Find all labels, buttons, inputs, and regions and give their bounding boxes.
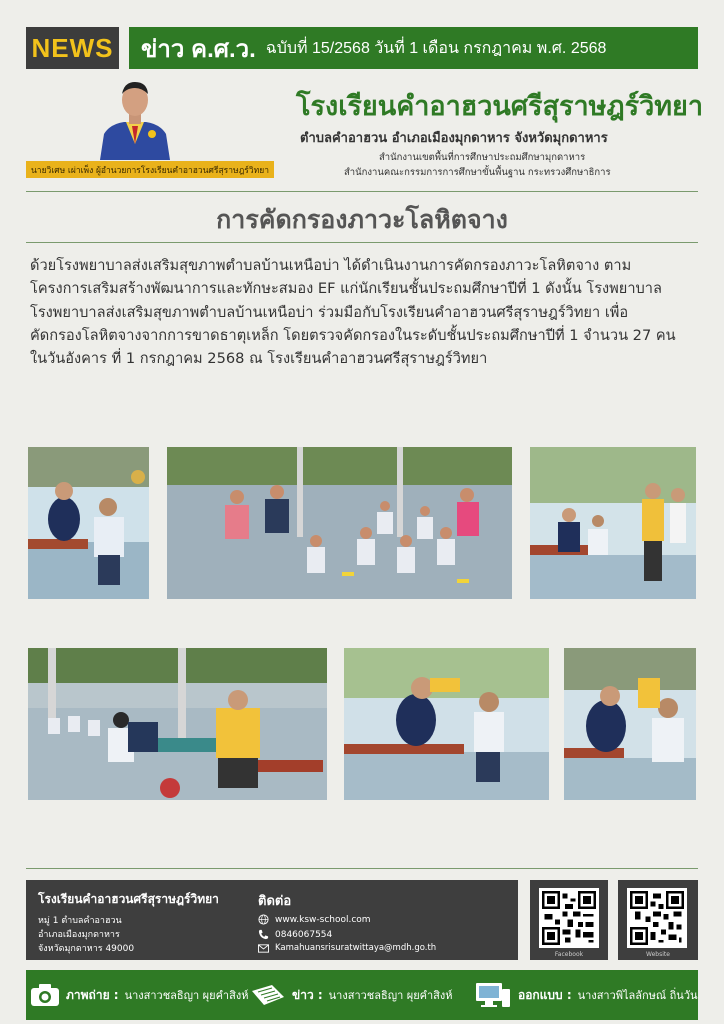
news-badge: NEWS <box>26 27 119 69</box>
qr-label-website: Website <box>646 951 670 958</box>
credits-bar <box>26 970 698 1020</box>
newspaper-icon <box>250 983 286 1007</box>
office-line-1: สำนักงานเขตพื้นที่การศึกษาประถมศึกษามุกดาหาร <box>379 152 586 163</box>
photo-screening-2 <box>530 447 696 599</box>
photo-screening-3 <box>344 648 549 800</box>
camera-icon <box>30 983 60 1007</box>
credit-news <box>250 970 453 1020</box>
issue-bar <box>129 27 698 69</box>
facebook-qr[interactable] <box>530 880 608 960</box>
phone-text[interactable]: 0846067554 <box>275 929 333 940</box>
qr-code-icon[interactable] <box>627 888 687 948</box>
qr-label-facebook: Facebook <box>554 951 584 958</box>
article-title: การคัดกรองภาวะโลหิตจาง <box>216 207 508 234</box>
website-qr[interactable] <box>618 880 698 960</box>
footer-school-name: โรงเรียนคำอาฮวนศรีสุราษฎร์วิทยา <box>38 892 219 906</box>
credit-design-label: ออกแบบ : <box>518 987 572 1002</box>
director-caption: นายวิเศษ เผ่าเพ็ง ผู้อำนวยการโรงเรียนคำอาฮวนศรีสุราษฎร์วิทยา <box>26 161 274 178</box>
office-line-2: สำนักงานคณะกรรมการการศึกษาขั้นพื้นฐาน กระทรวงศึกษาธิการ <box>344 167 611 178</box>
credit-design <box>474 970 698 1020</box>
phone-icon <box>258 929 269 940</box>
article-line: โรงพยาบาลส่งเสริมสุขภาพตำบลบ้านเหนือบ่า ร่วมมือกับโรงเรียนคำอาฮวนศรีสุราษฎร์วิทยา เพื่อ <box>30 303 629 321</box>
photo-students-group <box>167 447 512 599</box>
director-portrait <box>96 74 174 160</box>
contact-phone[interactable] <box>258 929 332 940</box>
credit-design-name: นางสาวพิไลลักษณ์ ถิ่นวัน <box>577 989 698 1002</box>
computer-icon <box>474 981 512 1009</box>
issue-meta: ฉบับที่ 15/2568 วันที่ 1 เดือน กรกฎาคม พ.ศ. 2568 <box>265 39 607 57</box>
divider-title <box>26 242 698 243</box>
email-text[interactable]: Kamahuansrisuratwittaya@mdh.go.th <box>275 943 437 953</box>
divider-top <box>26 191 698 192</box>
article-body <box>30 254 694 370</box>
publication-name: ข่าว ค.ศ.ว. <box>141 35 256 63</box>
article-line: คัดกรองโลหิตจางจากการขาดธาตุเหล็ก โดยตรวจคัดกรองในระดับชั้นประถมศึกษาปีที่ 1 จำนวน 27 คน <box>30 326 676 344</box>
credit-news-name: นางสาวชลธิญา ผุยคำสิงห์ <box>328 989 453 1002</box>
footer-address-3: จังหวัดมุกดาหาร 49000 <box>38 944 135 954</box>
website-text[interactable]: www.ksw-school.com <box>275 914 371 925</box>
article-line: ด้วยโรงพยาบาลส่งเสริมสุขภาพตำบลบ้านเหนือบ่า ได้ดำเนินงานการคัดกรองภาวะโลหิตจาง ตาม <box>30 257 632 274</box>
school-address: ตำบลคำอาฮวน อำเภอเมืองมุกดาหาร จังหวัดมุกดาหาร <box>300 131 608 146</box>
credit-photo-label: ภาพถ่าย : <box>66 987 119 1002</box>
school-name: โรงเรียนคำอาฮวนศรีสุราษฎร์วิทยา <box>296 91 704 121</box>
photo-waiting-area <box>28 648 327 800</box>
contact-heading: ติดต่อ <box>258 894 292 909</box>
globe-icon <box>258 914 269 925</box>
credit-news-label: ข่าว : <box>292 987 323 1002</box>
footer-contact <box>26 880 518 960</box>
article-line: โครงการเสริมสร้างพัฒนาการและทักษะสมอง EF แก่นักเรียนชั้นประถมศึกษาปีที่ 1 ดังนั้น โรงพยาบาล <box>30 280 662 298</box>
credit-photo <box>30 970 248 1020</box>
mail-icon <box>258 944 269 953</box>
divider-footer <box>26 868 698 869</box>
contact-email[interactable] <box>258 943 436 953</box>
photo-screening-1 <box>28 447 149 599</box>
photo-screening-4 <box>564 648 696 800</box>
contact-website[interactable] <box>258 914 371 925</box>
qr-code-icon[interactable] <box>539 888 599 948</box>
article-line: ในวันอังคาร ที่ 1 กรกฎาคม 2568 ณ โรงเรียนคำอาฮวนศรีสุราษฎร์วิทยา <box>30 350 488 368</box>
credit-photo-name: นางสาวชลธิญา ผุยคำสิงห์ <box>124 989 249 1002</box>
footer-address-1: หมู่ 1 ตำบลคำอาฮวน <box>38 916 122 926</box>
footer-address-2: อำเภอเมืองมุกดาหาร <box>38 930 120 940</box>
